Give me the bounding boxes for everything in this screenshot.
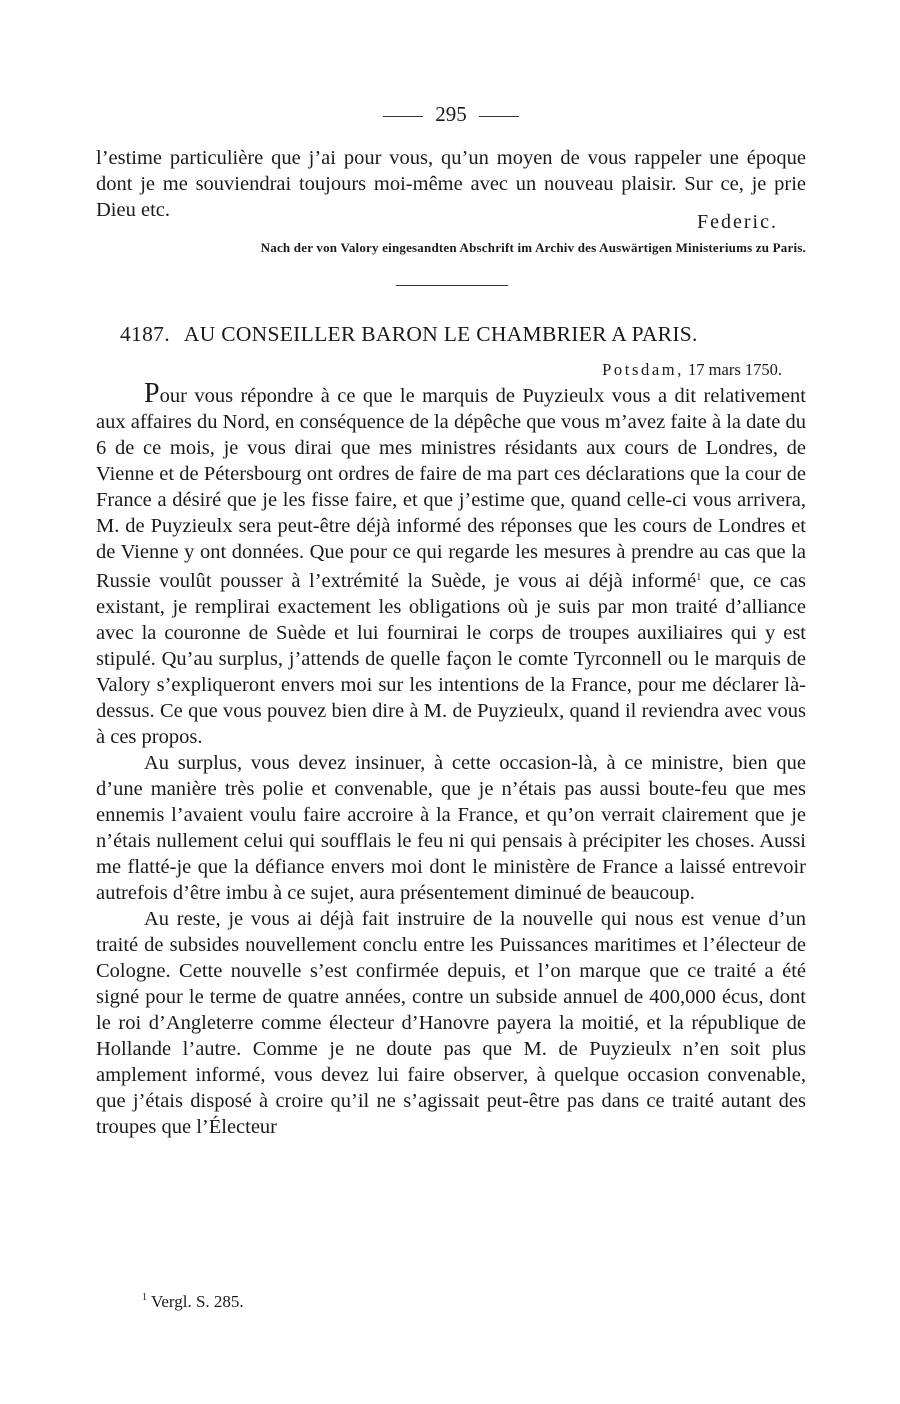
footnote bbox=[142, 1292, 244, 1312]
footnote-mark: 1 bbox=[142, 1292, 147, 1303]
left-dash bbox=[383, 116, 423, 117]
signature: Federic. bbox=[697, 211, 778, 233]
paragraph-2: Au surplus, vous devez insinuer, à cette occasion-là, à ce ministre, bien que d’une manière très polie et convenable, que je n’étais pas aussi boute-feu que mes ennemis l’avaient voulu faire accroire à la France, et qu’on verrait clairement que je n’étais nullement celui qui soufflais le feu ni qui pensais à précipiter les choses. Aussi me flatté-je que la défiance envers moi dont le ministère de France a laissé entrevoir autrefois d’être imbu à ce sujet, aura présentement diminué de beaucoup. bbox=[96, 752, 806, 904]
dateline bbox=[602, 360, 782, 380]
dateline-date: 17 mars 1750. bbox=[688, 360, 782, 379]
paragraph-1 bbox=[96, 378, 807, 750]
paragraph-3: Au reste, je vous ai déjà fait instruire de la nouvelle qui nous est venue d’un traité de subsides nouvellement conclu entre les Puissances maritimes et l’électeur de Cologne. Cette nouvelle s’est confirmée depuis, et l’on marque que ce traité a été signé pour le terme de quatre années, contre un subside annuel de 400,000 écus, dont le roi d’Angleterre comme électeur d’Hanovre payera la moitié, et la république de Hollande l’autre. Comme je ne doute pas que M. de Puyzieulx n’en soit plus amplement informé, vous devez lui faire observer, à quelque occasion convenable, que j’étais disposé à croire qu’il ne s’agissait peut-être pas dans ce traité autant des troupes que l’Électeur bbox=[96, 908, 806, 1138]
footnote-text: Vergl. S. 285. bbox=[150, 1292, 244, 1311]
running-head bbox=[96, 100, 806, 128]
initial-letter: P bbox=[144, 378, 160, 409]
letter-title: AU CONSEILLER BARON LE CHAMBRIER A PARIS. bbox=[183, 322, 698, 346]
document-page bbox=[96, 0, 806, 1404]
letter-body bbox=[96, 378, 807, 1140]
source-note: Nach der von Valory eingesandten Abschrift im Archiv des Auswärtigen Ministeriums zu Paris. bbox=[260, 240, 806, 255]
footnote-reference: 1 bbox=[696, 572, 702, 583]
dateline-place: Potsdam, bbox=[602, 360, 684, 379]
section-divider bbox=[396, 285, 508, 286]
right-dash bbox=[479, 116, 519, 117]
page-number: 295 bbox=[435, 102, 467, 126]
letter-heading bbox=[120, 322, 698, 347]
paragraph-1-text-b: que, ce cas existant, je remplirai exactement les obligations où je suis par mon traité d’alliance avec la couronne de Suède et lui fournirai le corps de troupes auxiliaires qui y est stipulé. Qu’au surplus, j’attends de quelle façon le comte Tyrconnell ou le marquis de Valory s’expliqueront envers moi sur les intentions de la France, pour me déclarer là-dessus. Ce que vous pouvez bien dire à M. de Puyzieulx, quand il reviendra avec vous à ces propos. bbox=[96, 570, 807, 748]
paragraph-1-text-a: our vous répondre à ce que le marquis de Puyzieulx vous a dit relativement aux affaires du Nord, en conséquence de la dépêche que vous m’avez faite à la date du 6 de ce mois, je vous dirai que mes ministres résidants aux cours de Londres, de Vienne et de Pétersbourg ont ordres de faire de ma part ces déclarations que la cour de France a désiré que je les fisse faire, et que j’estime que, quand celle-ci vous arrivera, M. de Puyzieulx sera peut-être déjà informé des réponses que les cours de Londres et de Vienne y ont données. Que pour ce qui regarde les mesures à prendre au cas que la Russie voulût pousser à l’extrémité la Suède, je vous ai déjà informé bbox=[96, 385, 806, 592]
previous-paragraph: l’estime particulière que j’ai pour vous, qu’un moyen de vous rappeler une époque dont je me souviendrai toujours moi-même avec un nouveau plaisir. Sur ce, je prie Dieu etc. bbox=[96, 147, 806, 221]
letter-number: 4187. bbox=[120, 322, 170, 346]
